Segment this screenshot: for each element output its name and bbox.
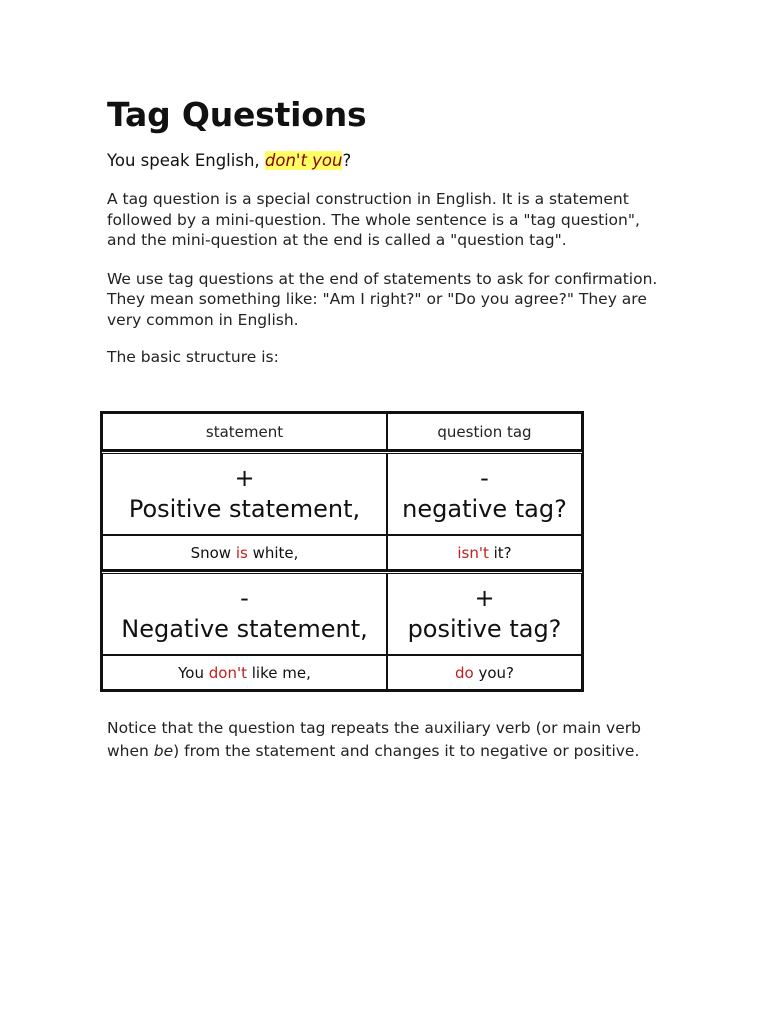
- document-body: [107, 96, 667, 368]
- minus-sign: -: [240, 584, 249, 612]
- negative-tag-label: negative tag?: [402, 495, 567, 523]
- example1-verb: is: [235, 543, 248, 562]
- positive-statement-label: Positive statement,: [128, 495, 361, 523]
- example1-text-c: white,: [247, 543, 299, 562]
- header-statement: statement: [102, 413, 387, 450]
- positive-tag-label: positive tag?: [407, 615, 562, 643]
- example2-tag-verb: do: [455, 663, 474, 682]
- negative-statement-cell: [102, 573, 387, 655]
- notice-paragraph: [107, 717, 667, 763]
- negative-statement-label: Negative statement,: [121, 615, 368, 643]
- example1-tag: [387, 535, 582, 570]
- plus-sign: +: [474, 584, 495, 612]
- notice-text-before: Notice that the question tag repeats the auxiliary verb (or main verb when: [107, 719, 641, 760]
- page-title: Tag Questions: [107, 95, 367, 134]
- example1-tag-rest: it?: [488, 543, 512, 562]
- example2-text-a: You: [178, 663, 209, 682]
- example2-tag-rest: you?: [473, 663, 514, 682]
- table-header-row: [102, 413, 582, 450]
- notice-text-after: ) from the statement and changes it to negative or positive.: [173, 742, 640, 760]
- notice-italic-be: be: [153, 742, 174, 760]
- header-question-tag: question tag: [387, 413, 582, 450]
- example1-statement: [102, 535, 387, 570]
- example2-statement: [102, 655, 387, 690]
- structure-table: [100, 411, 584, 692]
- positive-statement-cell: [102, 453, 387, 535]
- minus-sign: -: [480, 464, 489, 492]
- structure-intro: The basic structure is:: [107, 348, 279, 366]
- example2-tag: [387, 655, 582, 690]
- example2-text-c: like me,: [246, 663, 311, 682]
- example-sentence: [107, 150, 667, 172]
- example1-text-a: Snow: [190, 543, 236, 562]
- table-row-negative: [102, 573, 582, 655]
- usage-paragraph: We use tag questions at the end of statements to ask for confirmation. They mean something like: "Am I right?" or "Do you agree?" They are very common in English.: [107, 269, 658, 329]
- plus-sign: +: [234, 464, 255, 492]
- table-row-example-1: [102, 535, 582, 570]
- example-highlight: don't you: [264, 151, 343, 170]
- positive-tag-cell: [387, 573, 582, 655]
- example-before: You speak English,: [107, 151, 265, 170]
- negative-tag-cell: [387, 453, 582, 535]
- intro-paragraph: A tag question is a special construction in English. It is a statement followed by a mini-question. The whole sentence is a "tag question", and the mini-question at the end is called a "question tag".: [107, 190, 640, 249]
- table-row-positive: [102, 453, 582, 535]
- example1-tag-verb: isn't: [457, 543, 489, 562]
- example2-verb: don't: [208, 663, 247, 682]
- example-after: ?: [342, 151, 352, 170]
- table-row-example-2: [102, 655, 582, 690]
